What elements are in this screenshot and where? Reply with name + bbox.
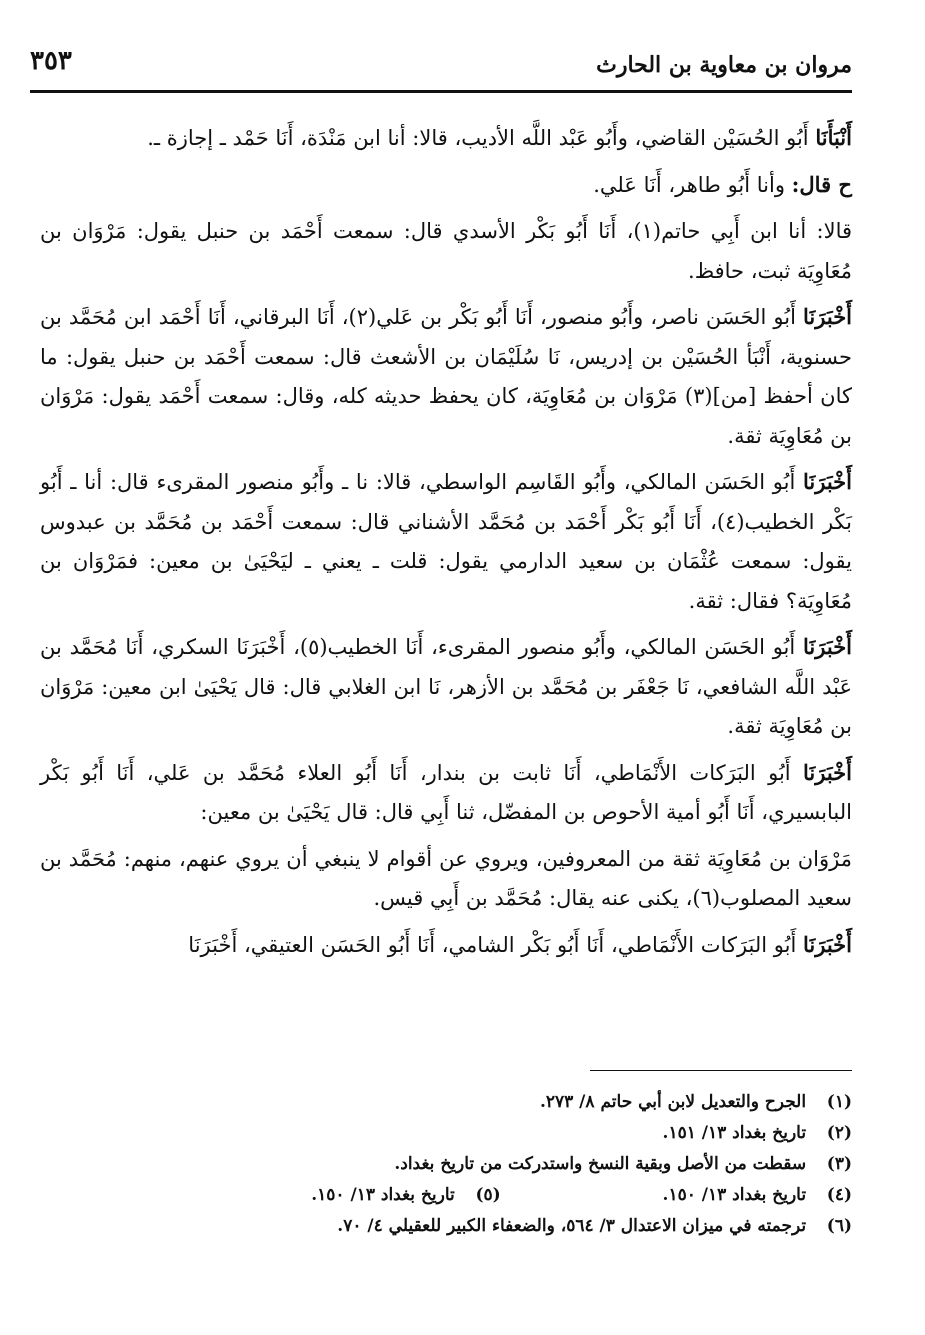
- paragraph: [40, 925, 852, 966]
- footnote-text: الجرح والتعديل لابن أبي حاتم ٨/ ٢٧٣.: [539, 1092, 807, 1112]
- paragraph-text: أَبُو الحَسَن المالكي، وأَبُو منصور المقرىء، أَنَا الخطيب(٥)، أَخْبَرَنَا السكري، أَنَا مُحَمَّد بن عَبْد اللَّه الشافعي، نَا جَعْفَر بن مُحَمَّد بن الأزهر، نَا ابن الغلابي قال: قال يَحْيَىٰ ابن معين: مَرْوَان بن مُعَاوِيَة ثقة.: [40, 635, 852, 738]
- footnote-divider: [590, 1070, 852, 1071]
- paragraph: [40, 753, 852, 833]
- paragraph-text: أَبُو الحَسَن المالكي، وأَبُو القَاسِم الواسطي، قالا: نا ـ وأَبُو منصور المقرىء قال: أنا ـ أَبُو بَكْر الخطيب(٤)، أَنَا أَبُو بَكْر أَحْمَد بن مُحَمَّد الأشناني قال: سمعت أَحْمَد بن مُحَمَّد بن عبدوس يقول: سمعت عُثْمَان بن سعيد الدارمي يقول: قلت ـ يعني ـ ليَحْيَىٰ بن معين: فمَرْوَان بن مُعَاوِيَة؟ فقال: ثقة.: [40, 470, 852, 613]
- paragraph-text: قالا: أنا ابن أَبِي حاتم(١)، أَنَا أَبُو بَكْر الأسدي قال: سمعت أَحْمَد بن حنبل يقول: مَرْوَان بن مُعَاوِيَة ثبت، حافظ.: [40, 219, 853, 283]
- paragraph-text: مَرْوَان بن مُعَاوِيَة ثقة من المعروفين، ويروي عن أقوام لا ينبغي أن يروي عنهم، منهم: مُحَمَّد بن سعيد المصلوب(٦)، يكنى عنه يقال: مُحَمَّد بن أَبِي قيس.: [40, 846, 852, 910]
- paragraph-keyword: أَنْبَأَنَا: [815, 125, 852, 150]
- paragraph-keyword: ح قال:: [791, 171, 852, 197]
- footnote: [40, 1180, 852, 1211]
- footnote-text: تاريخ بغداد ١٣/ ١٥١.: [662, 1123, 807, 1143]
- footnote-number: (٢): [826, 1123, 852, 1143]
- running-title: مروان بن معاوية بن الحارث: [596, 52, 852, 78]
- paragraph: [40, 462, 852, 621]
- paragraph: [40, 297, 852, 456]
- footnote-text: سقطت من الأصل وبقية النسخ واستدركت من تاريخ بغداد.: [394, 1154, 807, 1174]
- footnote: [40, 1118, 852, 1149]
- paragraph: [40, 118, 852, 159]
- paragraph-text: أَبُو الحُسَيْن القاضي، وأَبُو عَبْد اللَّه الأديب، قالا: أنا ابن مَنْدَة، أَنَا حَمْد ـ إجازة ـ.: [147, 126, 816, 150]
- footnote-text: تاريخ بغداد ١٣/ ١٥٠.: [662, 1185, 807, 1205]
- footnote: [40, 1087, 852, 1118]
- footnote: [40, 1149, 852, 1180]
- page-number: ٣٥٣: [30, 46, 72, 76]
- footnote: [40, 1211, 852, 1242]
- paragraph: [40, 839, 852, 919]
- main-text: [40, 118, 852, 971]
- footnote-number: (١): [826, 1092, 852, 1112]
- paragraph-text: وأنا أَبُو طاهر، أَنَا عَلي.: [593, 172, 792, 197]
- paragraph-text: أَبُو البَرَكات الأَنْمَاطي، أَنَا ثابت بن بندار، أَنَا أَبُو العلاء مُحَمَّد بن عَلي، أَنَا أَبُو بَكْر البابسيري، أَنَا أَبُو أمية الأحوص بن المفضّل، ثنا أَبِي قال: قال يَحْيَىٰ بن معين:: [40, 760, 852, 824]
- footnote-number: (٦): [826, 1216, 852, 1236]
- footnotes: [40, 1087, 852, 1242]
- footnote-text: ترجمته في ميزان الاعتدال ٣/ ٥٦٤، والضعفاء الكبير للعقيلي ٤/ ٧٠.: [337, 1216, 807, 1236]
- paragraph-text: أَبُو الحَسَن ناصر، وأَبُو منصور، أَنَا أَبُو بَكْر بن عَلي(٢)، أَنَا البرقاني، أَنَا أَحْمَد ابن مُحَمَّد بن حسنوية، أَنْبَأ الحُسَيْن بن إدريس، نَا سُلَيْمَان بن الأشعث قال: سمعت أَحْمَد بن حنبل يقول: ما كان أحفظ [من](٣) مَرْوَان بن مُعَاوِيَة، كان يحفظ حديثه كله، وقال: سمعت أَحْمَد يقول: مَرْوَان بن مُعَاوِيَة ثقة.: [40, 305, 852, 448]
- paragraph-keyword: أَخْبَرَنَا: [803, 469, 852, 494]
- header-divider: [30, 90, 852, 93]
- paragraph-keyword: أَخْبَرَنَا: [803, 759, 852, 785]
- paragraph: [40, 211, 852, 291]
- page-header: [30, 38, 852, 88]
- paragraph-keyword: أَخْبَرَنَا: [803, 931, 852, 957]
- footnote-text: تاريخ بغداد ١٣/ ١٥٠.: [311, 1185, 455, 1205]
- footnote-number: (٣): [826, 1154, 852, 1174]
- paragraph-keyword: أَخْبَرَنَا: [803, 634, 853, 659]
- paragraph: [40, 165, 852, 206]
- paragraph-text: أَبُو البَرَكات الأَنْمَاطي، أَنَا أَبُو بَكْر الشامي، أَنَا أَبُو الحَسَن العتيقي، أَخْبَرَنَا: [188, 932, 804, 957]
- footnote-number: (٥): [475, 1185, 501, 1205]
- footnote-number: (٤): [826, 1185, 852, 1205]
- paragraph: [40, 627, 852, 747]
- paragraph-keyword: أَخْبَرَنَا: [803, 304, 853, 329]
